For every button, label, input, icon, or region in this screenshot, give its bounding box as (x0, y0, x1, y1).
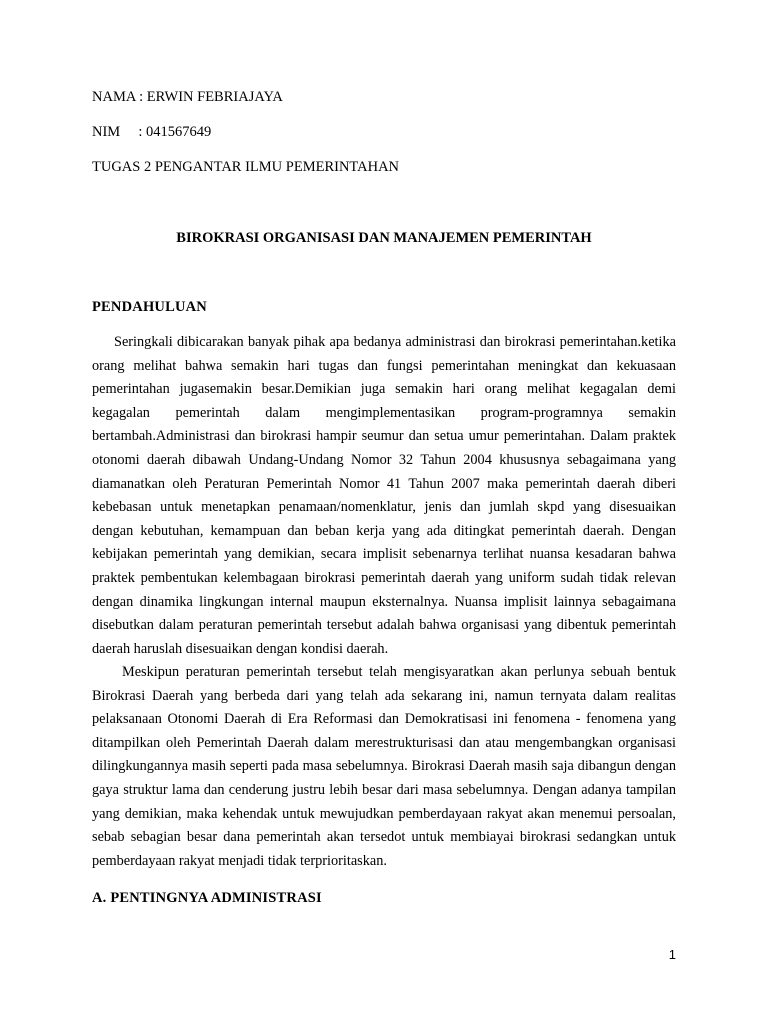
paragraph-2: Meskipun peraturan pemerintah tersebut telah mengisyaratkan akan perlunya sebuah bentuk Birokrasi Daerah yang berbeda dari yang telah ada sekarang ini, namun ternyata dalam realitas pelaksanaan Otonomi Daerah di Era Reformasi dan Demokratisasi ini fenomena - fenomena yang ditampilkan oleh Pemerintah Daerah dalam merestrukturisasi dan atau mengembangkan organisasi dilingkungannya masih seperti pada masa sebelumnya. Birokrasi Daerah masih saja dibangun dengan gaya struktur lama dan cenderung justru lebih besar dari masa sebelumnya. Dengan adanya tampilan yang demikian, maka kehendak untuk mewujudkan pemberdayaan rakyat akan menemui persoalan, sebab sebagian besar dana pemerintah akan tersedot untuk membiayai birokrasi sedangkan untuk pemberdayaan rakyat menjadi tidak terprioritaskan. (92, 664, 676, 869)
document-title: BIROKRASI ORGANISASI DAN MANAJEMEN PEMERINTAH (176, 230, 592, 246)
student-name: NAMA : ERWIN FEBRIAJAYA (92, 89, 283, 105)
section-heading-pendahuluan: PENDAHULUAN (92, 299, 207, 315)
assignment-title: TUGAS 2 PENGANTAR ILMU PEMERINTAHAN (92, 159, 400, 175)
paragraph-1: Seringkali dibicarakan banyak pihak apa bedanya administrasi dan birokrasi pemerintahan.ketika orang melihat bahwa semakin hari tugas dan fungsi pemerintahan meningkat dan kekuasaan pemerintahan jugasemakin besar.Demikian juga semakin hari orang melihat kegagalan demi kegagalan pemerintah dalam mengimplementasikan program-programnya semakin bertambah.Administrasi dan birokrasi hampir seumur dan setua umur pemerintahan. Dalam praktek otonomi daerah dibawah Undang-Undang Nomor 32 Tahun 2004 khususnya sebagaimana yang diamanatkan oleh Peraturan Pemerintah Nomor 41 Tahun 2007 maka pemerintah daerah diberi kebebasan untuk menetapkan penamaan/nomenklatur, jenis dan jumlah skpd yang disesuaikan dengan kebutuhan, kemampuan dan beban kerja yang ada ditingkat pemerintah daerah. Dengan kebijakan pemerintah yang demikian, secara implisit sebenarnya terlihat nuansa kesadaran bahwa praktek pembentukan kelembagaan birokrasi pemerintah daerah yang uniform sudah tidak relevan dengan dinamika lingkungan internal maupun eksternalnya. Nuansa implisit lainnya sebagaimana disebutkan dalam peraturan pemerintah tersebut adalah bahwa organisasi yang dibentuk pemerintah daerah haruslah disesuaikan dengan kondisi daerah. (92, 334, 676, 657)
section-heading-a: A. PENTINGNYA ADMINISTRASI (92, 890, 322, 906)
page-number: 1 (668, 947, 676, 962)
student-nim: NIM : 041567649 (92, 124, 212, 140)
